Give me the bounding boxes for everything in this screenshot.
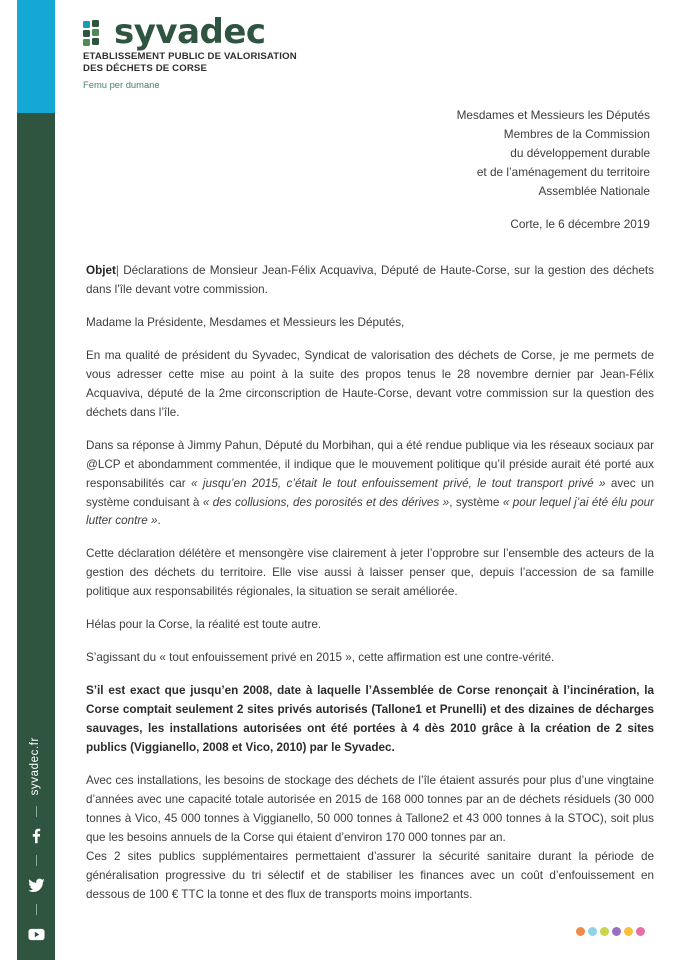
paragraph-4: Hélas pour la Corse, la réalité est toute autre.	[86, 618, 322, 632]
sidebar-accent-cyan	[17, 0, 55, 113]
sidebar-divider	[36, 904, 37, 915]
addressee-line-5: Assemblée Nationale	[538, 184, 650, 199]
brand-sidebar	[17, 0, 55, 960]
paragraph-2-quote-2: « des collusions, des porosités et des dérives »	[202, 495, 450, 509]
logo-subtitle-line-2: DES DÉCHETS DE CORSE	[83, 62, 208, 74]
sidebar-website-link[interactable]: syvadec.fr	[29, 736, 42, 795]
paragraph-2-part-a: Dans sa réponse à Jimmy Pahun, Député du Morbihan, qui a été rendue publique via les réseaux sociaux par @LCP et abondamment commentée, il indique que le mouvement politique qu’il préside aurait été porté aux responsabilités car	[86, 438, 654, 490]
addressee-line-2: Membres de la Commission	[503, 127, 650, 142]
sidebar-divider	[36, 806, 37, 817]
paragraph-1: En ma qualité de président du Syvadec, Syndicat de valorisation des déchets de Corse, je me permets de vous adresser cette mise au point à la suite des propos tenus le 28 novembre dernier par Jean-Félix Acquaviva, député de la 2me circonscription de Haute-Corse, devant votre commission sur la question des déchets dans l’île.	[86, 348, 654, 419]
objet-label: Objet	[86, 264, 116, 277]
addressee-line-1: Mesdames et Messieurs les Députés	[456, 108, 650, 122]
paragraph-5: S’agissant du « tout enfouissement privé en 2015 », cette affirmation est une contre-vérité.	[86, 651, 555, 665]
salutation: Madame la Présidente, Mesdames et Messieurs les Députés,	[86, 315, 405, 329]
footer-dot	[576, 927, 585, 936]
logo-tagline: Femu per dumane	[83, 78, 160, 90]
paragraph-2	[86, 437, 654, 532]
logo-subtitle-line-1: ETABLISSEMENT PUBLIC DE VALORISATION	[83, 51, 297, 63]
objet-line	[86, 262, 654, 300]
dateline: Corte, le 6 décembre 2019	[510, 217, 650, 231]
paragraph-2-quote-3: « pour lequel j’ai été élu pour lutter contre »	[86, 495, 654, 528]
paragraph-6-highlighted: S’il est exact que jusqu’en 2008, date à laquelle l’Assemblée de Corse renonçait à l’incinération, la Corse comptait seulement 2 sites privés autorisés (Tallone1 et Prunelli) et des dizaines de décharges sauvages, les installations autorisées ont été portées à 4 dès 2010 grâce à la création de 2 sites publics (Viggianello, 2008 et Vico, 2010) par le Syvadec.	[86, 684, 654, 755]
paragraph-2-part-b: avec un système conduisant à	[86, 476, 654, 509]
footer-dot	[612, 927, 621, 936]
footer-dot	[624, 927, 633, 936]
youtube-icon[interactable]	[26, 924, 46, 944]
letter-body	[86, 262, 654, 919]
footer-color-dots	[576, 927, 645, 936]
footer-dot	[600, 927, 609, 936]
objet-separator: |	[115, 264, 119, 277]
syvadec-logo	[83, 12, 343, 90]
sidebar-links	[17, 727, 55, 948]
paragraph-2-part-c: , système	[449, 495, 503, 509]
addressee-line-4: et de l’aménagement du territoire	[476, 165, 650, 180]
facebook-icon[interactable]	[26, 826, 46, 846]
paragraph-2-quote-1: « jusqu’en 2015, c’était le tout enfouissement privé, le tout transport privé »	[191, 476, 606, 490]
paragraph-8: Ces 2 sites publics supplémentaires permettaient d’assurer la sécurité sanitaire durant la période de généralisation progressive du tri sélectif et de stabiliser les finances avec un coût d’enfouissement en dessous de 100 € TTC la tonne et des flux de transports moins importants.	[86, 849, 654, 901]
footer-dot	[588, 927, 597, 936]
addressee-line-3: du développement durable	[510, 146, 650, 161]
twitter-icon[interactable]	[26, 875, 46, 895]
paragraph-3: Cette déclaration délétère et mensongère vise clairement à jeter l’opprobre sur l’ensemble des acteurs de la gestion des déchets du territoire. Elle vise aussi à laisser penser que, depuis l’accession de sa famille politique aux responsabilités régionales, la situation se serait améliorée.	[86, 547, 654, 599]
paragraph-7: Avec ces installations, les besoins de stockage des déchets de l’île étaient assurés pour plus d’une vingtaine d’années avec une capacité totale autorisée en 2015 de 168 000 tonnes par an de déchets résiduels (30 000 tonnes à Vico, 45 000 tonnes à Viggianello, 50 000 tonnes à Tallone2 et 43 000 tonnes à la STOC), soit plus que les besoins annuels de la Corse qui étaient d’environ 170 000 tonnes par an.	[86, 774, 654, 844]
sidebar-divider	[36, 855, 37, 866]
paragraph-2-part-d: .	[157, 514, 161, 528]
syvadec-wordmark: syvadec	[114, 12, 266, 52]
objet-text: Déclarations de Monsieur Jean-Félix Acquaviva, Député de Haute-Corse, sur la gestion des déchets dans l’île devant votre commission.	[86, 264, 654, 296]
syvadec-logo-mark	[83, 20, 109, 46]
addressee-block	[457, 106, 650, 202]
footer-dot	[636, 927, 645, 936]
